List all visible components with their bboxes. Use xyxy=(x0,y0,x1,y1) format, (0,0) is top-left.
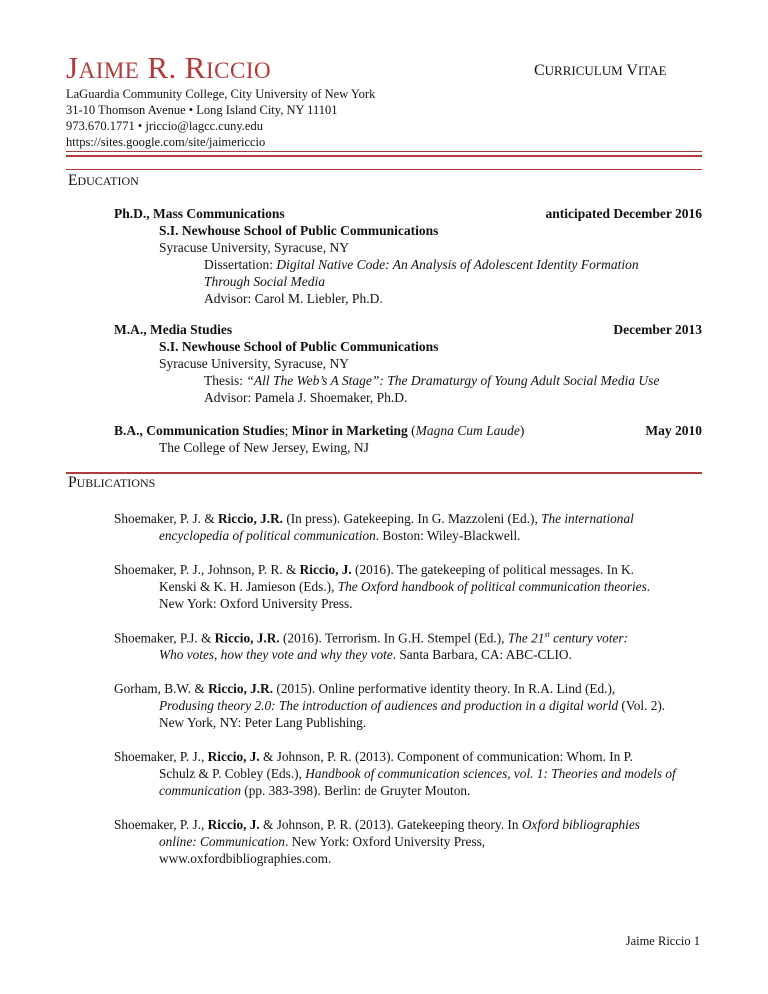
cv-title-v: V xyxy=(626,62,638,79)
publications-rule xyxy=(66,472,702,474)
name-initial: J xyxy=(66,50,79,85)
pub-text: . New York: Oxford University Press, xyxy=(284,834,486,849)
section-heading-education xyxy=(68,172,139,190)
publication-5-line2 xyxy=(159,766,676,782)
pub-text: (In press). Gatekeeping. In G. Mazzoleni (Ed.), xyxy=(283,511,542,526)
pub-author-highlight: Riccio, J.R. xyxy=(214,630,280,646)
pub-text: Shoemaker, P. J., xyxy=(114,749,208,764)
pub-title: encyclopedia of political communication xyxy=(159,528,376,543)
pub-text: . Santa Barbara, CA: ABC-CLIO. xyxy=(392,647,572,662)
header-rule-thin xyxy=(66,151,702,152)
publication-2-line1 xyxy=(114,562,634,578)
phd-dissertation xyxy=(204,257,639,273)
ba-separator: ; xyxy=(284,423,292,438)
pub-text: Shoemaker, P. J., xyxy=(114,817,208,832)
phd-date: anticipated December 2016 xyxy=(545,206,702,221)
name-last-initial: R xyxy=(184,50,206,85)
ma-date: December 2013 xyxy=(613,322,702,337)
pub-author-highlight: Riccio, J.R. xyxy=(208,681,274,696)
ba-date: May 2010 xyxy=(645,423,702,438)
pub-text: (2016). The gatekeeping of political messages. In K. xyxy=(351,562,634,577)
publication-6-line2 xyxy=(159,834,485,850)
dissertation-title-line2: Through Social Media xyxy=(204,274,325,289)
ba-honor: Magna Cum Laude xyxy=(415,423,520,438)
ba-honor-open: ( xyxy=(407,423,416,438)
pub-title: century voter: xyxy=(549,630,629,646)
pub-title: The international xyxy=(541,511,634,526)
education-rule xyxy=(66,169,702,170)
pub-text: (2015). Online performative identity theory. In R.A. Lind (Ed.), xyxy=(273,681,616,696)
ba-school: The College of New Jersey, Ewing, NJ xyxy=(159,440,369,455)
publication-5-line1 xyxy=(114,749,633,765)
pub-title: Oxford bibliographies xyxy=(521,817,640,832)
ba-minor: Minor in Marketing xyxy=(291,423,408,438)
cv-title-itae: ITAE xyxy=(637,63,667,78)
education-heading-initial: E xyxy=(68,172,78,189)
publication-4-line2 xyxy=(159,698,665,714)
cv-title xyxy=(534,62,667,80)
pub-text: Schulz & P. Cobley (Eds.), xyxy=(159,766,306,781)
publication-2-line2 xyxy=(159,579,650,595)
header-rule-thick xyxy=(66,155,702,157)
cv-title-c: C xyxy=(534,62,545,79)
name-first-rest: AIME xyxy=(78,58,140,83)
ma-university: Syracuse University, Syracuse, NY xyxy=(159,356,349,371)
publication-6-line1 xyxy=(114,817,640,833)
ma-school: S.I. Newhouse School of Public Communications xyxy=(159,339,439,354)
pub-author-highlight: Riccio, J. xyxy=(207,749,260,764)
pub-text: Gorham, B.W. & xyxy=(114,681,209,696)
ma-degree: M.A., Media Studies xyxy=(114,322,233,337)
page-footer: Jaime Riccio 1 xyxy=(625,934,700,948)
pub-text: (Vol. 2). xyxy=(618,698,666,713)
pub-text: (2016). Terrorism. In G.H. Stempel (Ed.), xyxy=(279,630,508,646)
publications-heading-rest: UBLICATIONS xyxy=(76,476,156,490)
publication-2-line3: New York: Oxford University Press. xyxy=(159,596,353,611)
publication-3-line1 xyxy=(114,630,628,646)
phd-advisor: Advisor: Carol M. Liebler, Ph.D. xyxy=(204,291,383,306)
ba-honor-close: ) xyxy=(519,423,525,438)
dissertation-title-line1: Digital Native Code: An Analysis of Adolescent Identity Formation xyxy=(276,257,639,272)
pub-text: . xyxy=(646,579,651,594)
contact-institution: LaGuardia Community College, City University of New York xyxy=(66,87,376,101)
ma-thesis xyxy=(204,373,659,389)
phd-degree: Ph.D., Mass Communications xyxy=(114,206,285,221)
pub-text: Kenski & K. H. Jamieson (Eds.), xyxy=(159,579,338,594)
contact-address: 31-10 Thomson Avenue • Long Island City, NY 11101 xyxy=(66,103,338,117)
thesis-label: Thesis: xyxy=(204,373,247,388)
publication-6-line3[interactable]: www.oxfordbibliographies.com. xyxy=(159,851,332,866)
pub-author-highlight: Riccio, J. xyxy=(207,817,260,832)
education-heading-rest: DUCATION xyxy=(77,174,139,188)
dissertation-label: Dissertation: xyxy=(204,257,277,272)
pub-superscript: st xyxy=(544,630,550,639)
name-middle: R. xyxy=(147,50,177,85)
ma-advisor: Advisor: Pamela J. Shoemaker, Ph.D. xyxy=(204,390,408,405)
pub-title: The 21 xyxy=(507,630,545,646)
pub-title: Handbook of communication sciences, vol. 1: Theories and models of xyxy=(305,766,676,781)
pub-title: communication xyxy=(159,783,241,798)
pub-text: Shoemaker, P. J. & xyxy=(114,511,218,526)
pub-text: (pp. 383-398). Berlin: de Gruyter Mouton. xyxy=(240,783,471,798)
cv-title-urriculum: URRICULUM xyxy=(544,63,623,78)
pub-title: online: Communication xyxy=(159,834,285,849)
publications-heading-initial: P xyxy=(68,474,77,491)
pub-title: The Oxford handbook of political communication theories xyxy=(337,579,647,594)
pub-text: Shoemaker, P. J., Johnson, P. R. & xyxy=(114,562,300,577)
publication-1-line2 xyxy=(159,528,521,544)
publication-4-line1 xyxy=(114,681,615,697)
publication-4-line3: New York, NY: Peter Lang Publishing. xyxy=(159,715,367,730)
cv-name xyxy=(66,50,271,86)
contact-phone-email[interactable]: 973.670.1771 • jriccio@lagcc.cuny.edu xyxy=(66,119,263,133)
ba-degree-title: B.A., Communication Studies xyxy=(114,423,285,438)
pub-text: & Johnson, P. R. (2013). Component of communication: Whom. In P. xyxy=(259,749,633,764)
pub-author-highlight: Riccio, J.R. xyxy=(218,511,283,526)
thesis-title: “All The Web’s A Stage”: The Dramaturgy of Young Adult Social Media Use xyxy=(246,373,660,388)
pub-author-highlight: Riccio, J. xyxy=(299,562,352,577)
name-last-rest: ICCIO xyxy=(205,58,272,83)
publication-5-line3 xyxy=(159,783,470,799)
contact-website[interactable]: https://sites.google.com/site/jaimericcio xyxy=(66,135,266,149)
publication-3-line2 xyxy=(159,647,572,663)
pub-title: Who votes, how they vote and why they vote xyxy=(159,647,393,662)
pub-text: Shoemaker, P.J. & xyxy=(114,630,215,646)
phd-school: S.I. Newhouse School of Public Communications xyxy=(159,223,439,238)
section-heading-publications xyxy=(68,474,155,492)
ba-degree xyxy=(114,423,524,439)
pub-text: & Johnson, P. R. (2013). Gatekeeping theory. In xyxy=(259,817,522,832)
publication-1-line1 xyxy=(114,511,634,527)
pub-title: Produsing theory 2.0: The introduction of audiences and production in a digital world xyxy=(159,698,619,713)
pub-text: . Boston: Wiley-Blackwell. xyxy=(375,528,521,543)
phd-university: Syracuse University, Syracuse, NY xyxy=(159,240,349,255)
